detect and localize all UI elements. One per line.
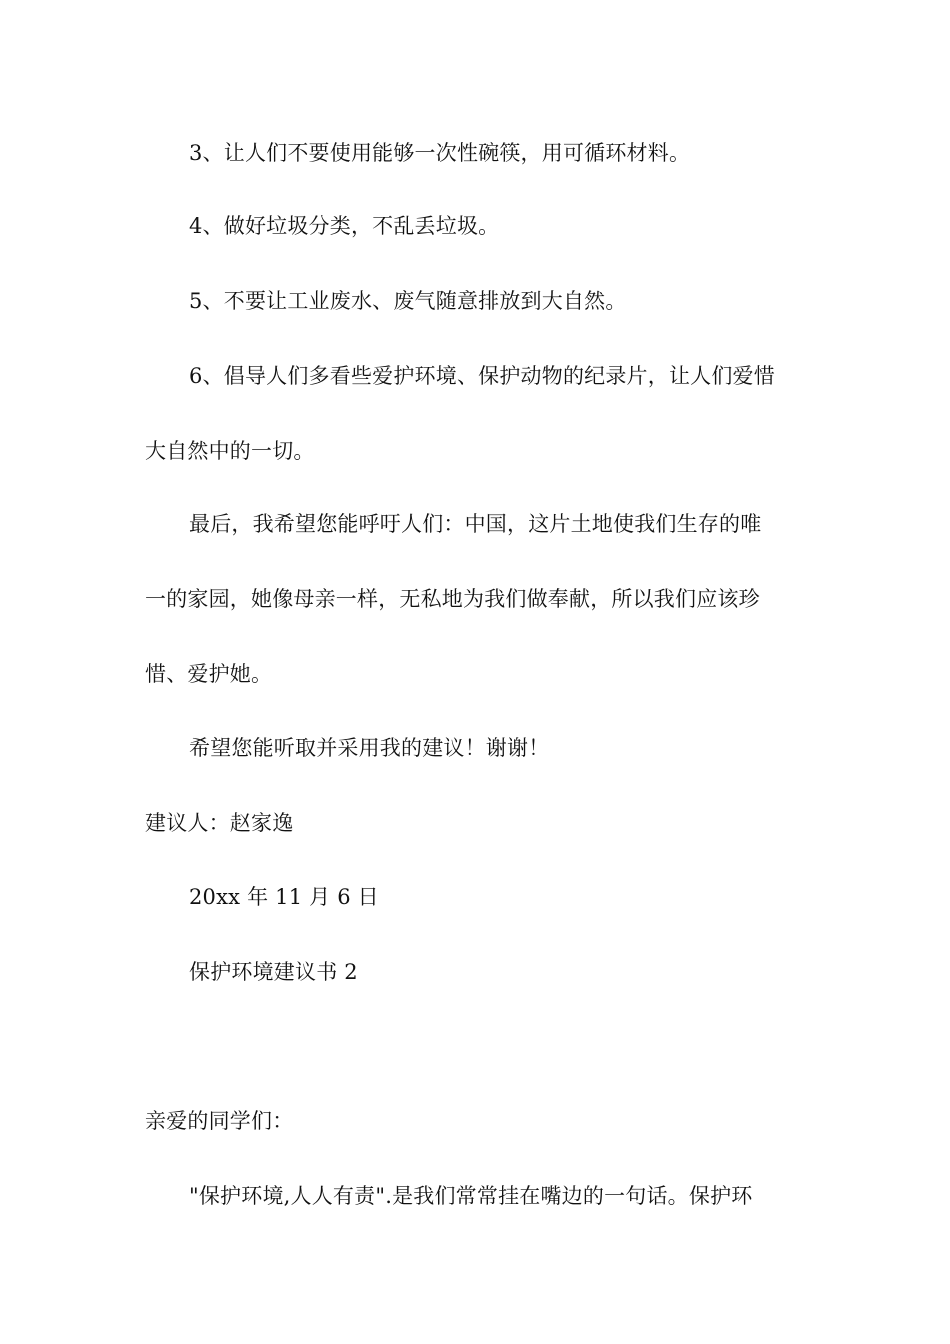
signature-line: 建议人：赵家逸 <box>145 811 294 835</box>
paragraph-item-3: 3、让人们不要使用能够一次性碗筷，用可循环材料。 <box>189 141 691 165</box>
section-title: 保护环境建议书 2 <box>189 960 358 984</box>
closing-paragraph-line-1: 最后，我希望您能呼吁人们：中国，这片土地使我们生存的唯 <box>189 512 762 536</box>
paragraph-item-4: 4、做好垃圾分类，不乱丢垃圾。 <box>189 214 500 238</box>
paragraph-item-6-line-2: 大自然中的一切。 <box>145 439 315 463</box>
thanks-line: 希望您能听取并采用我的建议！谢谢！ <box>189 736 550 760</box>
closing-paragraph-line-3: 惜、爱护她。 <box>145 662 273 686</box>
closing-paragraph-line-2: 一的家园，她像母亲一样，无私地为我们做奉献，所以我们应该珍 <box>145 587 760 611</box>
salutation-line: 亲爱的同学们： <box>145 1109 294 1133</box>
date-line: 20xx 年 11 月 6 日 <box>189 885 379 909</box>
paragraph-item-6-line-1: 6、倡导人们多看些爱护环境、保护动物的纪录片，让人们爱惜 <box>189 364 775 388</box>
body-paragraph-line-1: "保护环境,人人有责".是我们常常挂在嘴边的一句话。保护环 <box>189 1184 753 1208</box>
paragraph-item-5: 5、不要让工业废水、废气随意排放到大自然。 <box>189 289 627 313</box>
